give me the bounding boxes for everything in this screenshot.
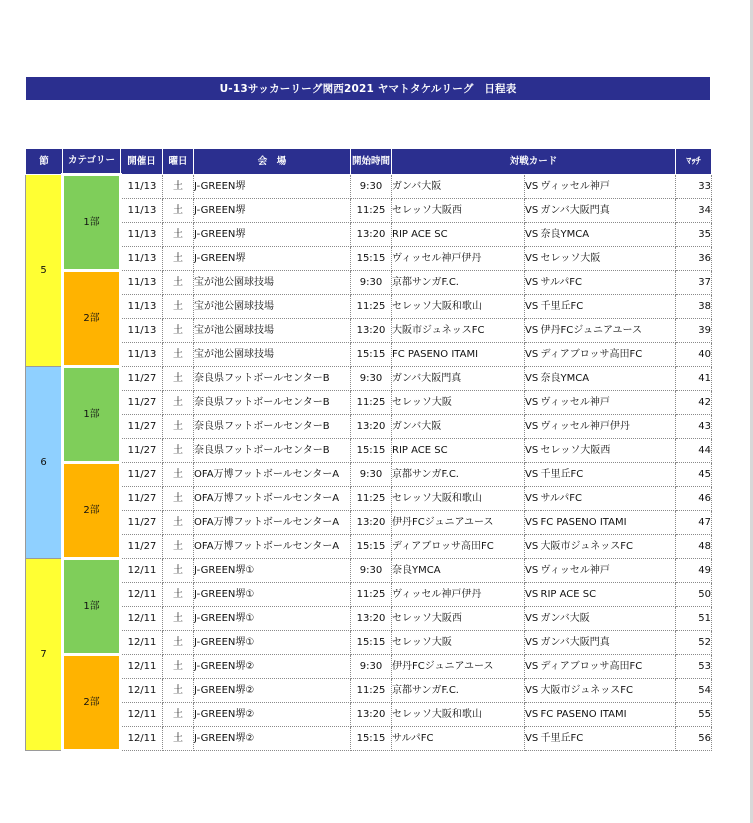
away-team-cell: ディアブロッサ高田FC: [541, 655, 676, 679]
match-number-cell: 33: [676, 175, 712, 199]
date-cell: 12/11: [121, 559, 163, 583]
day-cell: 土: [163, 343, 194, 367]
time-cell: 11:25: [351, 295, 392, 319]
time-cell: 13:20: [351, 511, 392, 535]
venue-cell: OFA万博フットボールセンターA: [194, 511, 351, 535]
header-time: 開始時間: [351, 149, 392, 175]
time-cell: 11:25: [351, 583, 392, 607]
vs-label: VS: [525, 247, 541, 271]
header-section: 節: [26, 149, 63, 175]
vs-label: VS: [525, 631, 541, 655]
day-cell: 土: [163, 679, 194, 703]
time-cell: 9:30: [351, 655, 392, 679]
table-row: [26, 415, 712, 439]
match-number-cell: 51: [676, 607, 712, 631]
time-cell: 15:15: [351, 727, 392, 751]
match-number-cell: 35: [676, 223, 712, 247]
header-category: カテゴリー: [63, 149, 121, 175]
venue-cell: 宝が池公園球技場: [194, 343, 351, 367]
date-cell: 11/27: [121, 511, 163, 535]
date-cell: 11/27: [121, 463, 163, 487]
venue-cell: J-GREEN堺: [194, 247, 351, 271]
home-team-cell: セレッソ大阪西: [392, 607, 525, 631]
date-cell: 12/11: [121, 727, 163, 751]
away-team-cell: FC PASENO ITAMI: [541, 511, 676, 535]
away-team-cell: RIP ACE SC: [541, 583, 676, 607]
home-team-cell: 伊丹FCジュニアユース: [392, 655, 525, 679]
home-team-cell: セレッソ大阪和歌山: [392, 487, 525, 511]
match-number-cell: 47: [676, 511, 712, 535]
day-cell: 土: [163, 295, 194, 319]
date-cell: 12/11: [121, 679, 163, 703]
away-team-cell: ヴィッセル神戸: [541, 391, 676, 415]
match-number-cell: 34: [676, 199, 712, 223]
header-date: 開催日: [121, 149, 163, 175]
home-team-cell: セレッソ大阪: [392, 631, 525, 655]
away-team-cell: FC PASENO ITAMI: [541, 703, 676, 727]
home-team-cell: FC PASENO ITAMI: [392, 343, 525, 367]
day-cell: 土: [163, 319, 194, 343]
time-cell: 13:20: [351, 223, 392, 247]
table-row: [26, 655, 712, 679]
table-row: [26, 175, 712, 199]
match-number-cell: 42: [676, 391, 712, 415]
venue-cell: J-GREEN堺①: [194, 583, 351, 607]
time-cell: 13:20: [351, 415, 392, 439]
match-number-cell: 49: [676, 559, 712, 583]
table-row: [26, 271, 712, 295]
home-team-cell: サルパFC: [392, 727, 525, 751]
day-cell: 土: [163, 223, 194, 247]
time-cell: 11:25: [351, 199, 392, 223]
date-cell: 11/13: [121, 343, 163, 367]
table-row: [26, 247, 712, 271]
time-cell: 13:20: [351, 607, 392, 631]
venue-cell: 奈良県フットボールセンターB: [194, 415, 351, 439]
day-cell: 土: [163, 655, 194, 679]
day-cell: 土: [163, 271, 194, 295]
vs-label: VS: [525, 175, 541, 199]
date-cell: 12/11: [121, 655, 163, 679]
day-cell: 土: [163, 511, 194, 535]
date-cell: 11/13: [121, 247, 163, 271]
day-cell: 土: [163, 199, 194, 223]
date-cell: 11/27: [121, 415, 163, 439]
venue-cell: OFA万博フットボールセンターA: [194, 535, 351, 559]
away-team-cell: 大阪市ジュネッスFC: [541, 535, 676, 559]
away-team-cell: 奈良YMCA: [541, 367, 676, 391]
vs-label: VS: [525, 607, 541, 631]
away-team-cell: 伊丹FCジュニアユース: [541, 319, 676, 343]
table-row: [26, 703, 712, 727]
vs-label: VS: [525, 319, 541, 343]
venue-cell: J-GREEN堺①: [194, 607, 351, 631]
match-number-cell: 40: [676, 343, 712, 367]
venue-cell: J-GREEN堺②: [194, 679, 351, 703]
home-team-cell: 伊丹FCジュニアユース: [392, 511, 525, 535]
match-number-cell: 48: [676, 535, 712, 559]
time-cell: 11:25: [351, 679, 392, 703]
home-team-cell: ヴィッセル神戸伊丹: [392, 247, 525, 271]
table-row: [26, 223, 712, 247]
category-cell: 1部: [63, 367, 121, 463]
date-cell: 12/11: [121, 607, 163, 631]
table-row: [26, 439, 712, 463]
venue-cell: 奈良県フットボールセンターB: [194, 391, 351, 415]
vs-label: VS: [525, 655, 541, 679]
match-number-cell: 56: [676, 727, 712, 751]
day-cell: 土: [163, 391, 194, 415]
time-cell: 13:20: [351, 319, 392, 343]
table-row: [26, 343, 712, 367]
day-cell: 土: [163, 439, 194, 463]
home-team-cell: ガンバ大阪門真: [392, 367, 525, 391]
vs-label: VS: [525, 583, 541, 607]
match-number-cell: 53: [676, 655, 712, 679]
away-team-cell: 千里丘FC: [541, 727, 676, 751]
time-cell: 15:15: [351, 343, 392, 367]
day-cell: 土: [163, 631, 194, 655]
away-team-cell: ガンバ大阪門真: [541, 631, 676, 655]
time-cell: 11:25: [351, 391, 392, 415]
vs-label: VS: [525, 679, 541, 703]
vs-label: VS: [525, 271, 541, 295]
date-cell: 11/13: [121, 319, 163, 343]
day-cell: 土: [163, 175, 194, 199]
time-cell: 9:30: [351, 559, 392, 583]
day-cell: 土: [163, 703, 194, 727]
day-cell: 土: [163, 607, 194, 631]
home-team-cell: ガンバ大阪: [392, 415, 525, 439]
vs-label: VS: [525, 463, 541, 487]
time-cell: 9:30: [351, 367, 392, 391]
match-number-cell: 39: [676, 319, 712, 343]
match-number-cell: 37: [676, 271, 712, 295]
category-cell: 1部: [63, 559, 121, 655]
table-row: [26, 319, 712, 343]
day-cell: 土: [163, 583, 194, 607]
date-cell: 12/11: [121, 631, 163, 655]
home-team-cell: 京都サンガF.C.: [392, 679, 525, 703]
date-cell: 11/27: [121, 367, 163, 391]
away-team-cell: 大阪市ジュネッスFC: [541, 679, 676, 703]
schedule-table: [25, 148, 712, 752]
match-number-cell: 43: [676, 415, 712, 439]
away-team-cell: ヴィッセル神戸: [541, 559, 676, 583]
time-cell: 9:30: [351, 463, 392, 487]
venue-cell: J-GREEN堺: [194, 175, 351, 199]
match-number-cell: 54: [676, 679, 712, 703]
venue-cell: J-GREEN堺: [194, 199, 351, 223]
date-cell: 11/13: [121, 223, 163, 247]
vs-label: VS: [525, 535, 541, 559]
home-team-cell: セレッソ大阪西: [392, 199, 525, 223]
home-team-cell: セレッソ大阪和歌山: [392, 295, 525, 319]
table-row: [26, 583, 712, 607]
vs-label: VS: [525, 415, 541, 439]
venue-cell: 宝が池公園球技場: [194, 271, 351, 295]
home-team-cell: 京都サンガF.C.: [392, 271, 525, 295]
away-team-cell: ガンバ大阪門真: [541, 199, 676, 223]
section-number-cell: 7: [26, 559, 63, 751]
table-row: [26, 199, 712, 223]
day-cell: 土: [163, 415, 194, 439]
time-cell: 15:15: [351, 631, 392, 655]
away-team-cell: ディアブロッサ高田FC: [541, 343, 676, 367]
vs-label: VS: [525, 559, 541, 583]
home-team-cell: 大阪市ジュネッスFC: [392, 319, 525, 343]
date-cell: 11/13: [121, 295, 163, 319]
match-number-cell: 50: [676, 583, 712, 607]
day-cell: 土: [163, 559, 194, 583]
day-cell: 土: [163, 487, 194, 511]
date-cell: 12/11: [121, 583, 163, 607]
header-card: 対戦カード: [392, 149, 676, 175]
venue-cell: J-GREEN堺②: [194, 655, 351, 679]
section-number-cell: 6: [26, 367, 63, 559]
venue-cell: J-GREEN堺①: [194, 559, 351, 583]
home-team-cell: RIP ACE SC: [392, 439, 525, 463]
day-cell: 土: [163, 535, 194, 559]
page-title: U-13サッカーリーグ関西2021 ヤマトタケルリーグ 日程表: [26, 77, 710, 100]
category-cell: 1部: [63, 175, 121, 271]
venue-cell: J-GREEN堺①: [194, 631, 351, 655]
table-row: [26, 463, 712, 487]
date-cell: 11/27: [121, 391, 163, 415]
date-cell: 11/13: [121, 271, 163, 295]
venue-cell: 奈良県フットボールセンターB: [194, 439, 351, 463]
date-cell: 11/27: [121, 535, 163, 559]
home-team-cell: セレッソ大阪和歌山: [392, 703, 525, 727]
home-team-cell: ガンバ大阪: [392, 175, 525, 199]
date-cell: 11/13: [121, 175, 163, 199]
venue-cell: 宝が池公園球技場: [194, 319, 351, 343]
home-team-cell: ヴィッセル神戸伊丹: [392, 583, 525, 607]
time-cell: 15:15: [351, 247, 392, 271]
venue-cell: J-GREEN堺②: [194, 727, 351, 751]
table-row: [26, 391, 712, 415]
day-cell: 土: [163, 247, 194, 271]
away-team-cell: ガンバ大阪: [541, 607, 676, 631]
schedule-body: [26, 175, 712, 751]
match-number-cell: 52: [676, 631, 712, 655]
vs-label: VS: [525, 439, 541, 463]
away-team-cell: ヴィッセル神戸伊丹: [541, 415, 676, 439]
time-cell: 9:30: [351, 271, 392, 295]
vs-label: VS: [525, 199, 541, 223]
home-team-cell: RIP ACE SC: [392, 223, 525, 247]
header-venue: 会 場: [194, 149, 351, 175]
table-row: [26, 487, 712, 511]
match-number-cell: 38: [676, 295, 712, 319]
away-team-cell: 千里丘FC: [541, 463, 676, 487]
day-cell: 土: [163, 463, 194, 487]
time-cell: 9:30: [351, 175, 392, 199]
category-cell: 2部: [63, 271, 121, 367]
table-row: [26, 679, 712, 703]
table-row: [26, 295, 712, 319]
match-number-cell: 46: [676, 487, 712, 511]
away-team-cell: ヴィッセル神戸: [541, 175, 676, 199]
date-cell: 11/27: [121, 439, 163, 463]
match-number-cell: 55: [676, 703, 712, 727]
home-team-cell: 京都サンガF.C.: [392, 463, 525, 487]
table-row: [26, 727, 712, 751]
match-number-cell: 44: [676, 439, 712, 463]
date-cell: 12/11: [121, 703, 163, 727]
vs-label: VS: [525, 487, 541, 511]
home-team-cell: ディアブロッサ高田FC: [392, 535, 525, 559]
time-cell: 15:15: [351, 535, 392, 559]
away-team-cell: セレッソ大阪: [541, 247, 676, 271]
time-cell: 15:15: [351, 439, 392, 463]
away-team-cell: サルパFC: [541, 487, 676, 511]
venue-cell: J-GREEN堺②: [194, 703, 351, 727]
table-row: [26, 559, 712, 583]
header-row: [26, 149, 712, 175]
match-number-cell: 45: [676, 463, 712, 487]
date-cell: 11/13: [121, 199, 163, 223]
match-number-cell: 36: [676, 247, 712, 271]
venue-cell: OFA万博フットボールセンターA: [194, 463, 351, 487]
vs-label: VS: [525, 367, 541, 391]
venue-cell: OFA万博フットボールセンターA: [194, 487, 351, 511]
section-number-cell: 5: [26, 175, 63, 367]
away-team-cell: 奈良YMCA: [541, 223, 676, 247]
date-cell: 11/27: [121, 487, 163, 511]
day-cell: 土: [163, 367, 194, 391]
vs-label: VS: [525, 511, 541, 535]
header-day: 曜日: [163, 149, 194, 175]
vs-label: VS: [525, 727, 541, 751]
vs-label: VS: [525, 703, 541, 727]
vs-label: VS: [525, 223, 541, 247]
venue-cell: 奈良県フットボールセンターB: [194, 367, 351, 391]
venue-cell: J-GREEN堺: [194, 223, 351, 247]
vs-label: VS: [525, 295, 541, 319]
away-team-cell: セレッソ大阪西: [541, 439, 676, 463]
time-cell: 13:20: [351, 703, 392, 727]
table-row: [26, 511, 712, 535]
category-cell: 2部: [63, 463, 121, 559]
header-match: ﾏｯﾁ: [676, 149, 712, 175]
match-number-cell: 41: [676, 367, 712, 391]
category-cell: 2部: [63, 655, 121, 751]
vs-label: VS: [525, 391, 541, 415]
home-team-cell: セレッソ大阪: [392, 391, 525, 415]
venue-cell: 宝が池公園球技場: [194, 295, 351, 319]
table-row: [26, 367, 712, 391]
home-team-cell: 奈良YMCA: [392, 559, 525, 583]
table-row: [26, 535, 712, 559]
table-row: [26, 631, 712, 655]
day-cell: 土: [163, 727, 194, 751]
vs-label: VS: [525, 343, 541, 367]
time-cell: 11:25: [351, 487, 392, 511]
table-row: [26, 607, 712, 631]
away-team-cell: サルパFC: [541, 271, 676, 295]
away-team-cell: 千里丘FC: [541, 295, 676, 319]
